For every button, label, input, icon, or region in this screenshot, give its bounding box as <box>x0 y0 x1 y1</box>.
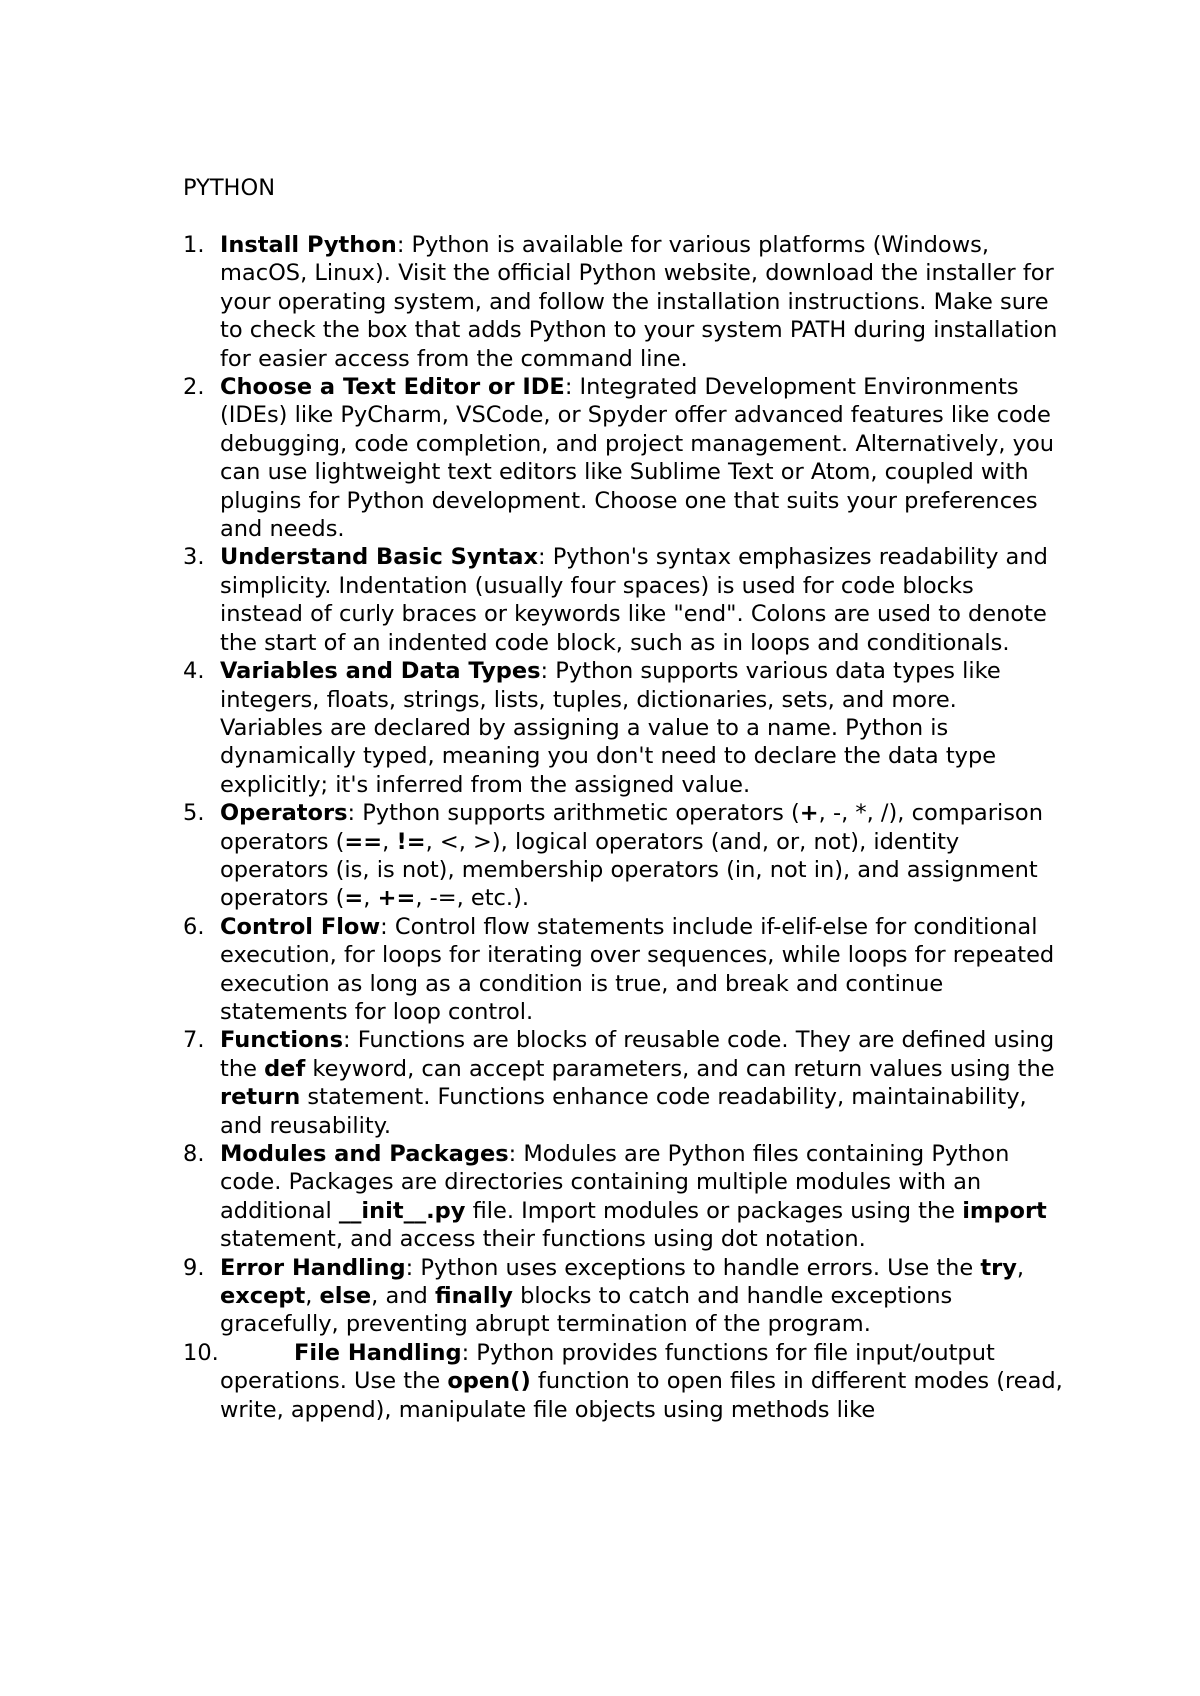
bold-term: Error Handling <box>220 1254 406 1281</box>
text-run: blocks to catch and handle exceptions gracefully, preventing abrupt termination of the program. <box>220 1283 953 1338</box>
bold-term: try <box>980 1254 1017 1281</box>
bold-term: Understand Basic Syntax <box>220 544 538 571</box>
text-run: : Integrated Development Environments (IDEs) like PyCharm, VSCode, or Spyder offer advanced features like code debugging, code completion, and project management. Alternatively, you can use lightweight text editors like Sublime Text or Atom, coupled with plugins for Python development. Choose one that suits your preferences and needs. <box>220 374 1054 543</box>
text-run: , <, >), logical operators (and, or, not), identity operators (is, is not), membership operators (in, not in), and assignment operators ( <box>220 828 1038 912</box>
list-item <box>183 1140 1063 1254</box>
bold-term: return <box>220 1084 301 1111</box>
text-run: : Python's syntax emphasizes readability and simplicity. Indentation (usually four spaces) is used for code blocks instead of curly braces or keywords like "end". Colons are used to denote the start of an indented code block, such as in loops and conditionals. <box>220 544 1048 656</box>
bold-term: def <box>264 1055 306 1082</box>
list-item <box>183 657 1063 799</box>
text-run: , <box>305 1283 320 1310</box>
list-item-text <box>220 231 1063 373</box>
bold-term: Choose a Text Editor or IDE <box>220 374 565 401</box>
list-item-number: 3. <box>183 544 205 571</box>
list-item <box>183 231 1063 373</box>
list-item-number: 4. <box>183 658 205 685</box>
bold-term: Modules and Packages <box>220 1141 509 1167</box>
list-item-number: 9. <box>183 1254 205 1281</box>
bold-term: import <box>962 1197 1047 1224</box>
text-run: : Python supports arithmetic operators ( <box>347 800 800 827</box>
text-run: , -=, etc.). <box>415 885 530 912</box>
list-item <box>183 799 1063 913</box>
bold-term: else <box>319 1283 372 1310</box>
bold-term: += <box>377 885 416 912</box>
bold-term: + <box>799 800 819 827</box>
bold-term: Functions <box>220 1027 343 1054</box>
text-run: : Python is available for various platforms (Windows, macOS, Linux). Visit the official Python website, download the installer for your operating system, and follow the installation instructions. Make sure to check the box that adds Python to your system PATH during installation for easier access from the command line. <box>220 232 1058 372</box>
bold-term: File Handling <box>294 1339 462 1366</box>
list-item-text <box>220 1254 1063 1339</box>
bold-term: Operators <box>220 800 348 827</box>
text-run: : Functions are blocks of reusable code. They are defined using the <box>220 1027 1055 1082</box>
list-item-text <box>220 1026 1063 1140</box>
list-item <box>183 543 1063 657</box>
list-item <box>183 1339 1063 1424</box>
text-run: , <box>382 828 397 855</box>
list-item-number: 7. <box>183 1027 205 1054</box>
list-item-number: 5. <box>183 800 205 827</box>
text-run: : Python provides functions for file input/output operations. Use the <box>220 1339 995 1395</box>
text-run: : Python supports various data types like integers, floats, strings, lists, tuples, dictionaries, sets, and more. Variables are declared by assigning a value to a name. Python is dynamically typed, meaning you don't need to declare the data type explicitly; it's inferred from the assigned value. <box>220 658 1001 798</box>
bold-term: finally <box>434 1283 513 1310</box>
bold-term: __init__.py <box>338 1197 466 1224</box>
list-item-text <box>220 1140 1063 1254</box>
text-run: : Python uses exceptions to handle errors. Use the <box>405 1254 981 1281</box>
list-item-text <box>220 1339 1063 1424</box>
list-item-number: 8. <box>183 1141 205 1167</box>
list-item <box>183 1026 1063 1140</box>
list-item-text <box>220 373 1063 543</box>
text-run: , -, *, /), comparison operators ( <box>220 800 1043 855</box>
list-item-text <box>220 799 1063 913</box>
text-run: keyword, can accept parameters, and can return values using the <box>305 1055 1055 1082</box>
text-run: statement, and access their functions using dot notation. <box>220 1226 866 1253</box>
list-item <box>183 373 1063 543</box>
bold-term: = <box>344 885 364 912</box>
list-item-text <box>220 657 1063 799</box>
list-item-number: 6. <box>183 913 205 940</box>
text-run: , and <box>371 1283 435 1310</box>
list-item-number: 2. <box>183 374 205 401</box>
text-run: statement. Functions enhance code readability, maintainability, and reusability. <box>220 1084 1027 1139</box>
text-run: , <box>363 885 378 912</box>
text-run: : Modules are Python files containing Python code. Packages are directories containing multiple modules with an additional <box>220 1141 1010 1224</box>
bold-term: Variables and Data Types <box>220 658 541 685</box>
bold-term: != <box>396 828 426 855</box>
text-run: file. Import modules or packages using the <box>465 1197 963 1224</box>
list-item-text <box>220 543 1063 657</box>
list-item-number: 1. <box>183 232 205 258</box>
bold-term: == <box>344 828 383 855</box>
bold-term: except <box>220 1283 306 1310</box>
bold-term: Control Flow <box>220 913 381 940</box>
list-item-number: 10. <box>183 1339 219 1366</box>
text-run: function to open files in different modes (read, write, append), manipulate file objects using methods like <box>220 1368 1063 1423</box>
text-run: : Control flow statements include if-elif-else for conditional execution, for loops for iterating over sequences, while loops for repeated execution as long as a condition is true, and break and continue statements for loop control. <box>220 913 1055 1025</box>
topic-list <box>183 231 1063 1424</box>
list-item-text <box>220 913 1063 1027</box>
bold-term: Install Python <box>220 232 397 258</box>
bold-term: open() <box>447 1368 531 1395</box>
list-item <box>183 1254 1063 1339</box>
document-title: PYTHON <box>183 175 276 201</box>
text-run: , <box>1016 1254 1025 1281</box>
list-item <box>183 913 1063 1027</box>
